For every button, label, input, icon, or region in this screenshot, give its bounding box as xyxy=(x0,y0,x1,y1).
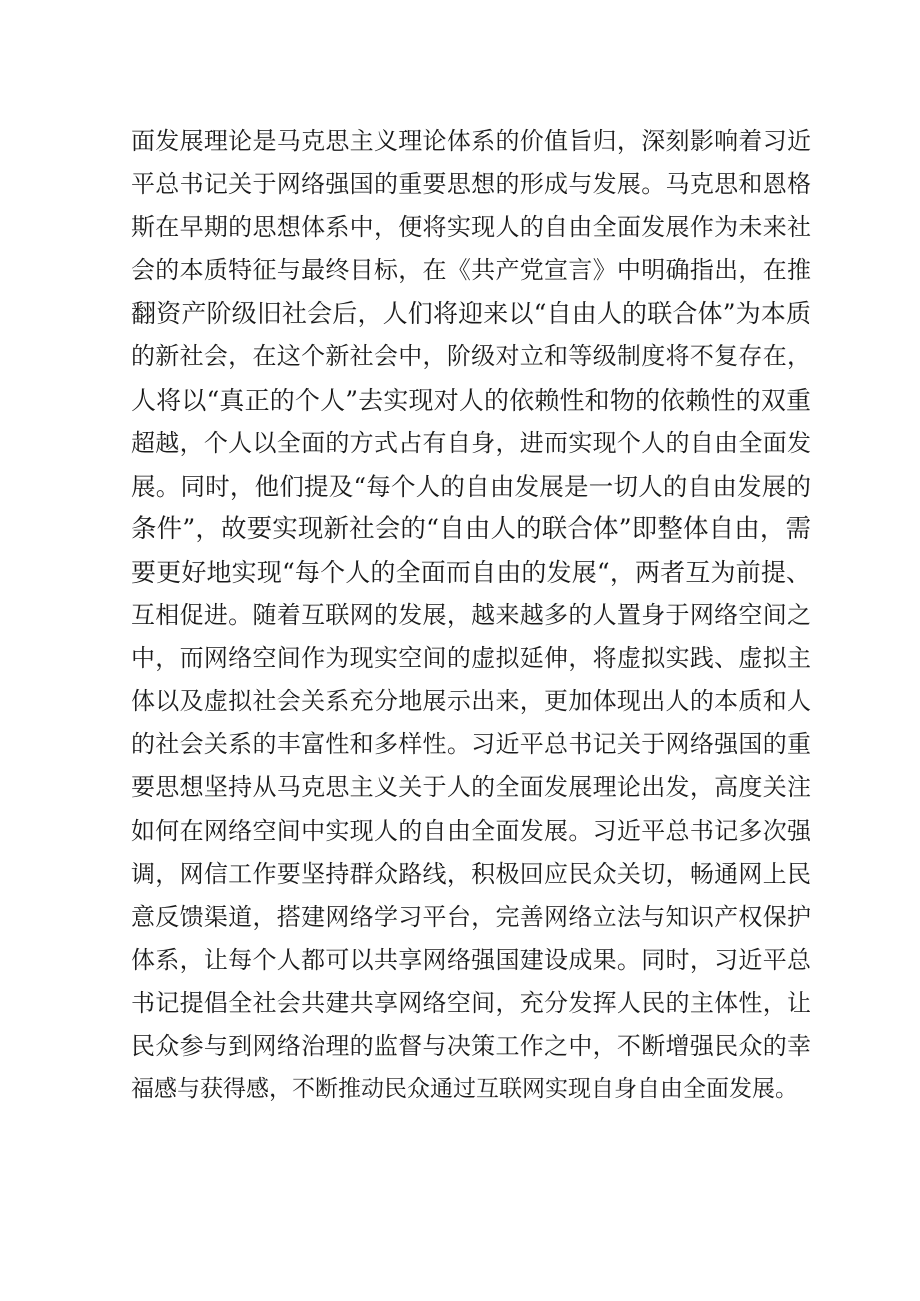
text-line: 斯在早期的思想体系中，便将实现人的自由全面发展作为未来社 xyxy=(131,213,811,242)
text-line: 体系，让每个人都可以共享网络强国建设成果。同时，习近平总 xyxy=(131,945,811,974)
text-line: 意反馈渠道，搭建网络学习平台，完善网络立法与知识产权保护 xyxy=(131,902,811,931)
text-line: 条件”，故要实现新社会的“自由人的联合体”即整体自由，需 xyxy=(131,513,811,544)
text-line: 互相促进。随着互联网的发展，越来越多的人置身于网络空间之 xyxy=(131,601,811,630)
text-line: 的社会关系的丰富性和多样性。习近平总书记关于网络强国的重 xyxy=(131,730,811,759)
text-line: 中，而网络空间作为现实空间的虚拟延伸，将虚拟实践、虚拟主 xyxy=(131,644,811,673)
text-line: 会的本质特征与最终目标，在《共产党宣言》中明确指出，在推 xyxy=(131,256,811,285)
body-paragraph xyxy=(131,120,811,1111)
text-line: 面发展理论是马克思主义理论体系的价值旨归，深刻影响着习近 xyxy=(131,127,811,155)
text-line: 人将以“真正的个人”去实现对人的依赖性和物的依赖性的双重 xyxy=(131,385,811,415)
text-line: 平总书记关于网络强国的重要思想的形成与发展。马克思和恩格 xyxy=(131,170,811,199)
text-line: 要更好地实现“每个人的全面而自由的发展“，两者互为前提、 xyxy=(131,557,811,587)
text-line: 的新社会，在这个新社会中，阶级对立和等级制度将不复存在， xyxy=(131,342,811,371)
text-line: 调，网信工作要坚持群众路线，积极回应民众关切，畅通网上民 xyxy=(131,859,811,888)
text-line: 展。同时，他们提及“每个人的自由发展是一切人的自由发展的 xyxy=(131,471,811,501)
text-line: 超越，个人以全面的方式占有自身，进而实现个人的自由全面发 xyxy=(131,428,811,457)
text-line: 要思想坚持从马克思主义关于人的全面发展理论出发，高度关注 xyxy=(131,773,811,802)
text-line: 福感与获得感，不断推动民众通过互联网实现自身自由全面发展。 xyxy=(131,1076,798,1103)
text-line: 书记提倡全社会共建共享网络空间，充分发挥人民的主体性，让 xyxy=(131,988,811,1017)
text-line: 如何在网络空间中实现人的自由全面发展。习近平总书记多次强 xyxy=(131,816,811,845)
text-line: 翻资产阶级旧社会后，人们将迎来以“自由人的联合体”为本质 xyxy=(131,299,811,329)
text-line: 体以及虚拟社会关系充分地展示出来，更加体现出人的本质和人 xyxy=(131,687,811,716)
text-line: 民众参与到网络治理的监督与决策工作之中，不断增强民众的幸 xyxy=(131,1031,811,1060)
